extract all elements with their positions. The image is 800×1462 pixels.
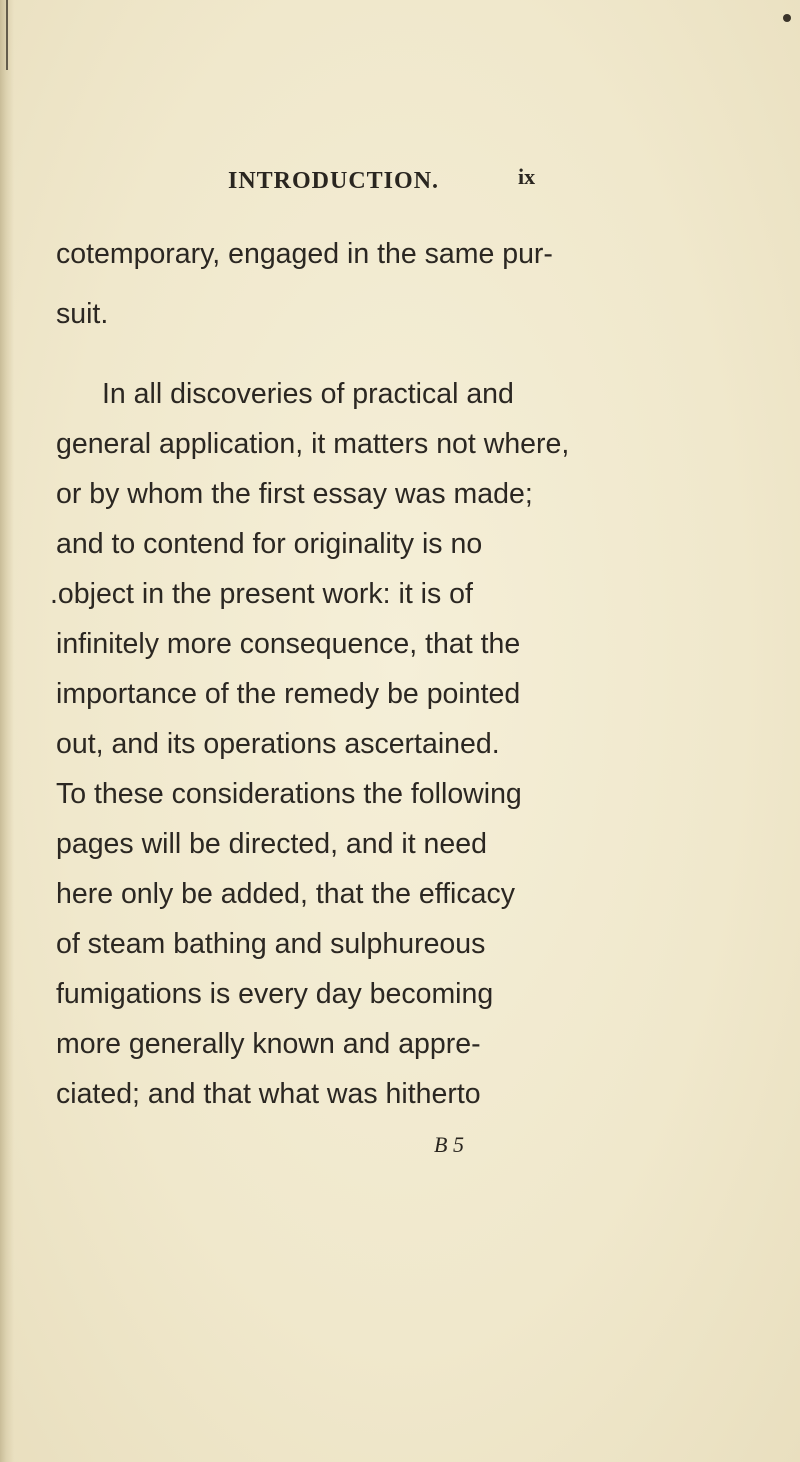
text-line: ciated; and that what was hitherto bbox=[56, 1078, 481, 1110]
text-line: pages will be directed, and it need bbox=[56, 828, 487, 860]
text-line: suit. bbox=[56, 298, 109, 330]
text-line: .object in the present work: it is of bbox=[50, 578, 473, 610]
text-line: here only be added, that the efficacy bbox=[56, 878, 515, 910]
text-line: cotemporary, engaged in the same pur- bbox=[56, 238, 553, 270]
signature-mark: B 5 bbox=[434, 1132, 464, 1157]
text-line: general application, it matters not where, bbox=[56, 428, 570, 460]
ink-speck bbox=[783, 14, 791, 22]
page-gutter-edge bbox=[0, 0, 14, 1462]
text-line: In all discoveries of practical and bbox=[102, 378, 514, 410]
page-number: ix bbox=[518, 164, 536, 189]
text-line: out, and its operations ascertained. bbox=[56, 728, 500, 760]
text-line: more generally known and appre- bbox=[56, 1028, 481, 1060]
text-line: fumigations is every day becoming bbox=[56, 978, 494, 1010]
text-line: and to contend for originality is no bbox=[56, 528, 483, 560]
text-line: of steam bathing and sulphureous bbox=[56, 928, 486, 960]
text-line: infinitely more consequence, that the bbox=[56, 628, 521, 660]
running-head-title: INTRODUCTION. bbox=[228, 168, 440, 194]
text-line: or by whom the first essay was made; bbox=[56, 478, 533, 510]
text-line: importance of the remedy be pointed bbox=[56, 678, 521, 710]
page-edge-mark bbox=[6, 0, 8, 70]
running-head bbox=[228, 164, 708, 208]
text-line: To these considerations the following bbox=[56, 778, 522, 810]
